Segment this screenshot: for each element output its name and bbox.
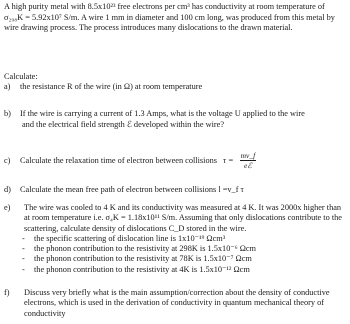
question-d-text: Calculate the mean free path of electron between collisions l =v_f τ bbox=[20, 185, 244, 194]
question-b-text-line1: If the wire is carrying a current of 1.3 Amps, what is the voltage U applied to the wire bbox=[20, 109, 305, 118]
question-b-label: b) bbox=[4, 109, 11, 118]
question-b bbox=[4, 108, 346, 130]
bullet-item: - the phonon contribution to the resistivity at 298K is 1.5x10⁻⁶ Ωcm bbox=[34, 244, 346, 254]
tau-formula-lhs: τ = bbox=[222, 156, 234, 165]
question-f-label: f) bbox=[4, 288, 10, 297]
bullet-item: - the phonon contribution to the resistivity at 4K is 1.5x10⁻¹² Ωcm bbox=[34, 265, 346, 275]
question-b-text-line2: and the electrical field strength ℰ developed within the wire? bbox=[22, 120, 224, 129]
question-e-label: e) bbox=[4, 203, 11, 212]
question-e-text: The wire was cooled to 4 K and its conductivity was measured at 4 K. It was 2000x higher than at room temperature i.e. σ₄K = 1.18x10¹¹ S/m. Assuming that only dislocations contribute to the scattering, calculate density of dislocations C_D stored in the wire. bbox=[24, 203, 342, 233]
question-f-text: Discuss very briefly what is the main assumption/correction about the density of conductive electrons, which is used in the derivation of conductivity in quantum mechanical theory of conductivity bbox=[24, 288, 330, 318]
question-d-label: d) bbox=[4, 185, 11, 194]
bullet-item: - the phonon contribution to the resistivity at 78K is 1.5x10⁻⁷ Ωcm bbox=[34, 254, 346, 264]
question-a bbox=[4, 82, 202, 91]
question-f bbox=[4, 288, 344, 319]
question-a-text: the resistance R of the wire (in Ω) at room temperature bbox=[20, 82, 203, 91]
question-e bbox=[4, 203, 346, 275]
question-e-bullets bbox=[4, 234, 346, 275]
tau-formula-numerator: mv_f bbox=[240, 151, 256, 160]
question-c bbox=[4, 151, 256, 170]
question-c-text: Calculate the relaxation time of electron between collisions bbox=[20, 156, 217, 165]
intro-paragraph: A high purity metal with 8.5x10²³ free electrons per cm³ has conductivity at room temperature of σ₂₉₈K = 5.92x10⁷ S/m. A wire 1 mm in diameter and 100 cm long, was produced from this metal by wire drawing process. The process introduces many dislocations to the drawn material. bbox=[4, 2, 335, 33]
question-c-label: c) bbox=[4, 156, 11, 165]
tau-formula-denominator: eℰ bbox=[244, 161, 252, 170]
question-d bbox=[4, 185, 244, 194]
question-a-label: a) bbox=[4, 82, 11, 91]
bullet-item: - the specific scattering of dislocation line is 1x10⁻¹⁹ Ωcm³ bbox=[34, 234, 346, 244]
tau-formula-fraction bbox=[240, 151, 257, 170]
calculate-heading: Calculate: bbox=[4, 72, 38, 81]
